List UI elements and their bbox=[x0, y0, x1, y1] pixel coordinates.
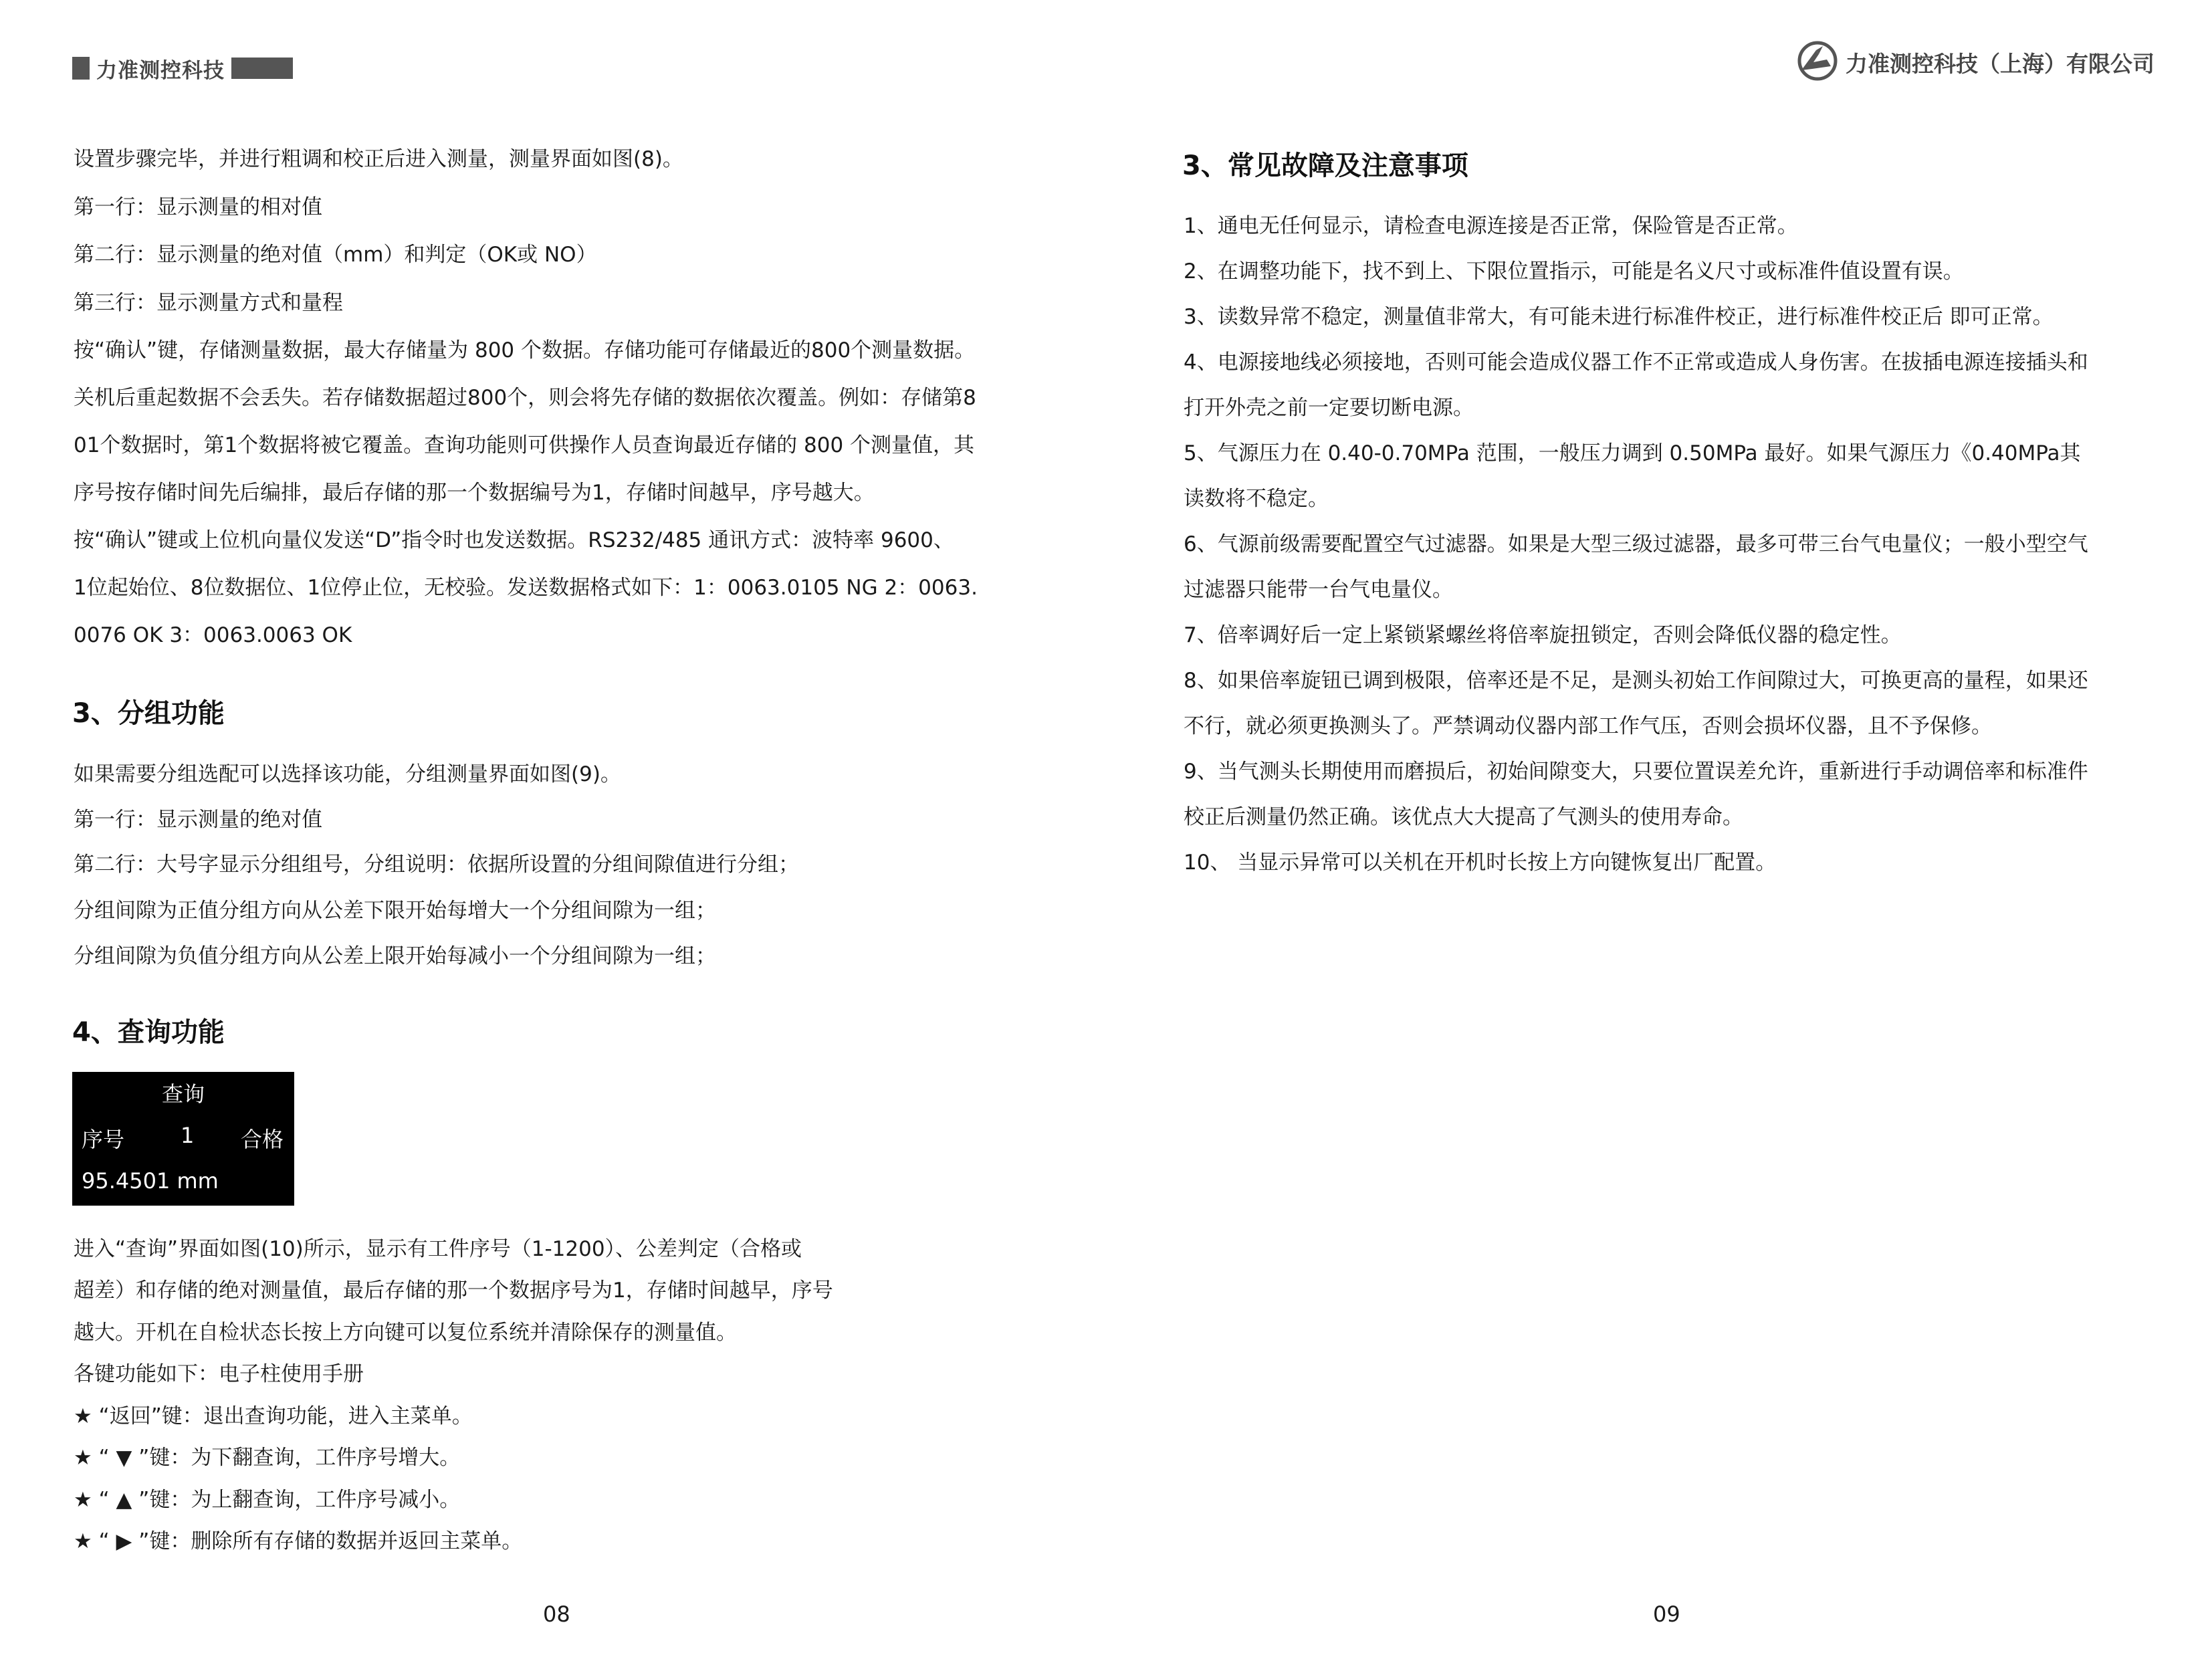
paragraph-line: 打开外壳之前一定要切断电源。 bbox=[1184, 396, 1474, 420]
paragraph-line: 超差）和存储的绝对测量值，最后存储的那一个数据序号为1，存储时间越早，序号 bbox=[74, 1279, 833, 1303]
section-heading-grouping: 3、分组功能 bbox=[72, 698, 225, 729]
key-function-line: ★ “返回”键：退出查询功能，进入主菜单。 bbox=[74, 1404, 473, 1428]
header-right-brand-text: 力准测控科技（上海）有限公司 bbox=[1846, 50, 2154, 77]
header-right-block bbox=[231, 58, 293, 79]
header-brand-left bbox=[72, 55, 293, 82]
paragraph-line: 不行，就必须更换测头了。严禁调动仪器内部工作气压，否则会损坏仪器，且不予保修。 bbox=[1184, 714, 1992, 738]
query-screen-status: 合格 bbox=[241, 1127, 284, 1152]
paragraph-line: 0076 OK 3：0063.0063 OK bbox=[74, 623, 352, 647]
paragraph-line: 各键功能如下：电子柱使用手册 bbox=[74, 1362, 364, 1386]
paragraph-line: 设置步骤完毕，并进行粗调和校正后进入测量，测量界面如图(8)。 bbox=[74, 147, 683, 171]
header-brand-right bbox=[1796, 39, 2154, 86]
query-screen-value: 95.4501 mm bbox=[82, 1168, 219, 1194]
paragraph-line: 越大。开机在自检状态长按上方向键可以复位系统并清除保存的测量值。 bbox=[74, 1321, 737, 1345]
paragraph-line: 第二行：大号字显示分组组号，分组说明：依据所设置的分组间隙值进行分组； bbox=[74, 853, 799, 877]
paragraph-line: 第一行：显示测量的绝对值 bbox=[74, 808, 322, 832]
paragraph-line: 01个数据时，第1个数据将被它覆盖。查询功能则可供操作人员查询最近存储的 800 个测量值，其 bbox=[74, 433, 975, 457]
section-heading-troubleshooting: 3、常见故障及注意事项 bbox=[1182, 150, 1468, 181]
query-screen-seq-label: 序号 bbox=[82, 1127, 125, 1152]
paragraph-line: 第一行：显示测量的相对值 bbox=[74, 195, 322, 219]
paragraph-line: 过滤器只能带一台气电量仪。 bbox=[1184, 578, 1453, 602]
paragraph-line: 5、气源压力在 0.40-0.70MPa 范围，一般压力调到 0.50MPa 最好。如果气源压力《0.40MPa其 bbox=[1184, 441, 2081, 465]
paragraph-line: 第三行：显示测量方式和量程 bbox=[74, 291, 343, 315]
paragraph-line: 10、 当显示异常可以关机在开机时长按上方向键恢复出厂配置。 bbox=[1184, 851, 1777, 875]
paragraph-line: 7、倍率调好后一定上紧锁紧螺丝将倍率旋扭锁定，否则会降低仪器的稳定性。 bbox=[1184, 623, 1902, 647]
header-left-block bbox=[72, 57, 90, 80]
paragraph-line: 9、当气测头长期使用而磨损后，初始间隙变大，只要位置误差允许，重新进行手动调倍率和标准件 bbox=[1184, 760, 2088, 784]
paragraph-line: 分组间隙为负值分组方向从公差上限开始每减小一个分组间隙为一组； bbox=[74, 944, 716, 968]
page-number-left: 08 bbox=[543, 1601, 570, 1627]
paragraph-line: 6、气源前级需要配置空气过滤器。如果是大型三级过滤器，最多可带三台气电量仪；一般小型空气 bbox=[1184, 532, 2088, 556]
paragraph-line: 序号按存储时间先后编排，最后存储的那一个数据编号为1，存储时间越早，序号越大。 bbox=[74, 481, 875, 505]
paragraph-line: 按“确认”键，存储测量数据，最大存储量为 800 个数据。存储功能可存储最近的800个测量数据。 bbox=[74, 338, 976, 362]
paragraph-line: 如果需要分组选配可以选择该功能，分组测量界面如图(9)。 bbox=[74, 762, 621, 786]
paragraph-line: 3、读数异常不稳定，测量值非常大，有可能未进行标准件校正，进行标准件校正后 即可正常。 bbox=[1184, 305, 2054, 329]
query-display-screen bbox=[72, 1072, 294, 1206]
paragraph-line: 第二行：显示测量的绝对值（mm）和判定（OK或 NO） bbox=[74, 243, 597, 267]
paragraph-line: 按“确认”键或上位机向量仪发送“D”指令时也发送数据。RS232/485 通讯方式：波特率 9600、 bbox=[74, 528, 954, 552]
key-function-line: ★ “ ▲ ”键：为上翻查询，工件序号减小。 bbox=[74, 1488, 461, 1512]
paragraph-line: 1位起始位、8位数据位、1位停止位，无校验。发送数据格式如下：1：0063.0105 NG 2：0063. bbox=[74, 576, 978, 600]
paragraph-line: 2、在调整功能下，找不到上、下限位置指示，可能是名义尺寸或标准件值设置有误。 bbox=[1184, 259, 1964, 284]
company-logo-icon bbox=[1796, 39, 1839, 85]
paragraph-line: 进入“查询”界面如图(10)所示，显示有工件序号（1-1200）、公差判定（合格或 bbox=[74, 1237, 802, 1261]
paragraph-line: 分组间隙为正值分组方向从公差下限开始每增大一个分组间隙为一组； bbox=[74, 899, 716, 923]
section-heading-query: 4、查询功能 bbox=[72, 1017, 225, 1048]
query-screen-title: 查询 bbox=[162, 1081, 205, 1107]
paragraph-line: 关机后重起数据不会丢失。若存储数据超过800个，则会将先存储的数据依次覆盖。例如：存储第8 bbox=[74, 386, 976, 410]
key-function-line: ★ “ ▶ ”键：删除所有存储的数据并返回主菜单。 bbox=[74, 1529, 523, 1553]
key-function-line: ★ “ ▼ ”键：为下翻查询，工件序号增大。 bbox=[74, 1446, 461, 1470]
paragraph-line: 4、电源接地线必须接地，否则可能会造成仪器工作不正常或造成人身伤害。在拔插电源连接插头和 bbox=[1184, 350, 2088, 374]
paragraph-line: 读数将不稳定。 bbox=[1184, 487, 1329, 511]
header-left-brand-text: 力准测控科技 bbox=[96, 58, 225, 83]
paragraph-line: 校正后测量仍然正确。该优点大大提高了气测头的使用寿命。 bbox=[1184, 805, 1743, 829]
query-screen-seq-value: 1 bbox=[181, 1123, 195, 1148]
paragraph-line: 1、通电无任何显示，请检查电源连接是否正常，保险管是否正常。 bbox=[1184, 214, 1798, 238]
page-number-right: 09 bbox=[1653, 1601, 1680, 1627]
paragraph-line: 8、如果倍率旋钮已调到极限，倍率还是不足，是测头初始工作间隙过大，可换更高的量程，如果还 bbox=[1184, 669, 2088, 693]
